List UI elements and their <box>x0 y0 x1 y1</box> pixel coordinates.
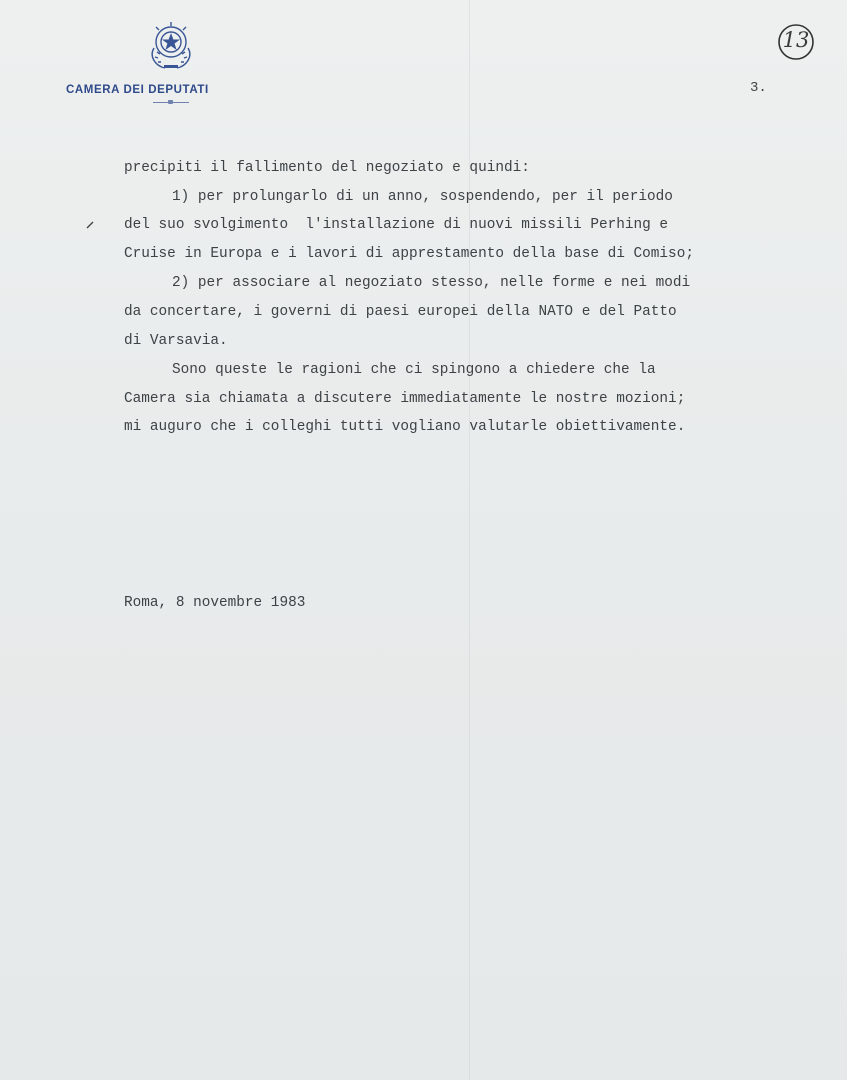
text-line: precipiti il fallimento del negoziato e quindi: <box>124 160 530 176</box>
text-line: di Varsavia. <box>124 333 228 349</box>
document-date: Roma, 8 novembre 1983 <box>124 595 306 611</box>
header-divider-ornament <box>168 100 173 104</box>
text-line: 1) per prolungarlo di un anno, sospendendo, per il periodo <box>172 189 673 205</box>
text-line: Camera sia chiamata a discutere immediatamente le nostre mozioni; <box>124 391 686 407</box>
text-line: da concertare, i governi di paesi europei della NATO e del Patto <box>124 304 677 320</box>
italian-republic-emblem-icon <box>145 18 197 72</box>
text-line: Sono queste le ragioni che ci spingono a chiedere che la <box>172 362 656 378</box>
handwritten-page-number: 13 <box>782 28 810 52</box>
page-number: 3. <box>750 80 767 96</box>
institution-name: CAMERA DEI DEPUTATI <box>66 84 209 96</box>
margin-tick-icon <box>86 221 94 229</box>
text-line: del suo svolgimento l'installazione di nuovi missili Perhing e <box>124 217 669 233</box>
text-line: mi auguro che i colleghi tutti vogliano valutarle obiettivamente. <box>124 419 686 435</box>
text-line: Cruise in Europa e i lavori di apprestamento della base di Comiso; <box>124 246 694 262</box>
text-line: 2) per associare al negoziato stesso, nelle forme e nei modi <box>172 275 691 291</box>
